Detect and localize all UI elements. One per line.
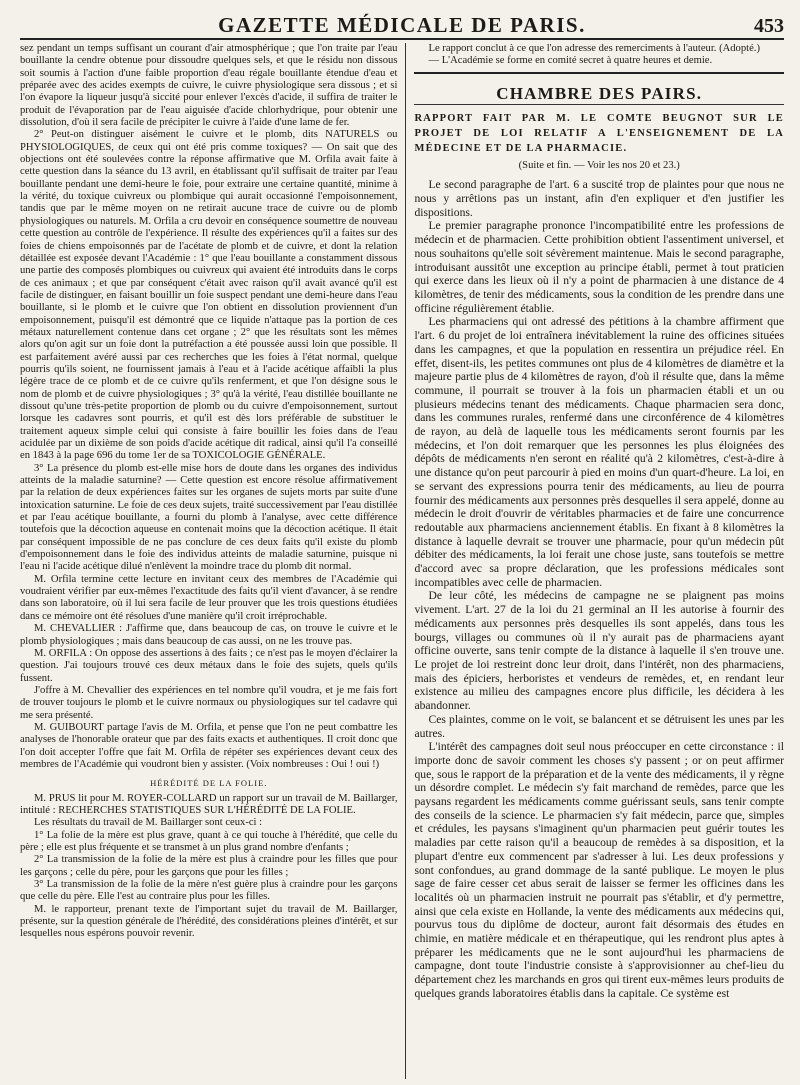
- paragraph: J'offre à M. Chevallier des expériences en tel nombre qu'il voudra, et je me fais fort de trouver toujours le plomb et le cuivre normaux ou physiologiques sur tel cadavre qui me sera présenté.: [20, 684, 398, 721]
- right-column: [406, 43, 784, 1079]
- masthead: [20, 8, 784, 40]
- paragraph: Le second paragraphe de l'art. 6 a suscité trop de plaintes pour que nous ne nous y arrêtions pas un instant, afin d'en expliquer et d'en justifier les dispositions.: [414, 178, 784, 219]
- paragraph: Le rapport conclut à ce que l'on adresse des remerciments à l'auteur. (Adopté.): [428, 43, 760, 54]
- paragraph: M. GUIBOURT partage l'avis de M. Orfila, et pense que l'on ne peut combattre les analyses de l'honorable orateur que par des faits exacts et authentiques. Il croit donc que l'on doit accepter l'offre que fait M. Orfila de répéter ses expériences devant ceux des membres de l'Académie qui voudront bien y assister. (Voix nombreuses : Oui ! oui !): [20, 721, 398, 770]
- paragraph: Le premier paragraphe prononce l'incompatibilité entre les professions de médecin et de pharmacien. Cette prohibition obtient l'assentiment universel, et nous souhaitons qu'elle soit sévèrement maintenue. Mais le second paragraphe, introduisant aussitôt une exception au principe établi, permet à tout praticien qui exerce dans les lieux où il n'y a point de pharmacien à une distance de 4 kilomètres, de tenir des médicaments, sous la condition de les prendre dans une officine régulièrement établie.: [414, 219, 784, 315]
- paragraph: Les résultats du travail de M. Baillarger sont ceux-ci :: [34, 817, 263, 829]
- paragraph: Les pharmaciens qui ont adressé des pétitions à la chambre affirment que l'art. 6 du projet de loi entraînera inévitablement la ruine des officines situées dans les campagnes, et que la population en ressentira un préjudice réel. En effet, disent-ils, les petites communes ont plus de 4 kilomètres de diamètre et la majeure partie plus de 4 kilomètres de rayon, d'où il résulte que, dans la même commune, il pourrait se trouver à la fois un pharmacien établi et un ou plusieurs médecins tenant des médicaments. Chaque pharmacien sera donc, dans les communes rurales, renfermé dans une circonférence de 4 kilomètres de rayon, au delà de laquelle tous les médicaments seront fournis par les médecins, et l'on doit remarquer que les personnes les plus éloignées des dépôts de médicaments n'en seront en réalité qu'à 2 kilomètres, c'est-à-dire à une distance qu'on peut parcourir à pied en moins d'un quart-d'heure. La loi, en se servant des expressions pourra tenir des médicaments, au lieu de pourra fournir des médicaments aux personnes près desquelles il sera appelé, donne au médecin le droit d'ouvrir de véritables pharmacies et de faire une concurrence redoutable aux pharmaciens anciennement établis. En fixant à 8 kilomètres la distance à laquelle devrait se trouver une pharmacie, pour qu'un médecin pût débiter des médicaments, la loi ferait une chose juste, sans toutefois se mettre d'accord avec sa propre déclaration, que les professions médicales sont incompatibles avec celle de pharmacien.: [414, 315, 784, 589]
- paragraph: M. CHEVALLIER : J'affirme que, dans beaucoup de cas, on trouve le cuivre et le plomb physiologiques ; mais dans beaucoup de cas aussi, on ne les trouve pas.: [20, 623, 398, 647]
- journal-title: GAZETTE MÉDICALE DE PARIS.: [218, 13, 586, 37]
- paragraph: 2° Peut-on distinguer aisément le cuivre et le plomb, dits NATURELS ou PHYSIOLOGIQUES, de ceux qui ont été pris comme toxiques? — On sait que des objections ont été soulevées contre la réponse affirmative que M. Orfila avait faite à cette question dans la séance du 13 avril, en établissant qu'il suffisait de traiter par l'eau bouillante pendant une demi-heure le foie, pour extraire une certaine quantité, minime à la vérité, du toxique cuivreux ou plombique qui aurait occasionné l'empoisonnement, tandis que par le même moyen on ne retirait aucune trace de cuivre ou de plomb physiologiques ou naturels. M. Orfila a cru devoir en conséquence soumettre de nouveau cette question au contrôle de l'expérience. Il résulte des expériences qu'il a faites sur des foies de chiens empoisonnés par de l'acétate de plomb et de cuivre, et dont la relation détaillée est exposée devant l'Académie : 1° que l'eau bouillante a constamment dissous une partie des composés plombiques ou cuivreux qui avaient été introduits dans le corps de ces animaux ; et que par conséquent c'était avec raison qu'il avait avancé qu'il est facile de distinguer, en faisant bouillir un foie suspect pendant une demi-heure dans l'eau bouillante, si le plomb et le cuivre que l'on obtient en dissolution proviennent d'un empoisonnement, puisqu'il est démontré que ce liquide n'attaque pas la portion de ces métaux naturellement contenue dans cet organe ; 2° que les résultats sont les mêmes alors qu'on agit sur un foie dont la putréfaction a été poussée aussi loin que possible. Il est parfaitement avéré aussi par ces recherches que les foies à l'état normal, quelque pourris qu'ils soient, ne fournissent jamais à l'eau et à l'acide acétique affaibli la plus légère trace de ce plomb et de ce cuivre qu'ils renferment, et que l'on désigne sous le nom de plomb et de cuivre physiologiques ; 3° qu'à la vérité, l'eau distillée bouillante ne dissout qu'une très-petite proportion de plomb ou du cuivre d'empoisonnement, surtout lorsque les cadavres sont pourris, et qu'il est dès lors préférable de substituer le traitement aqueux simple celui qui consiste à faire bouillir les foies dans de l'eau acidulée par un dixième de son poids d'acide acétique dit radical, ainsi qu'il l'a conseillé en 1843 à la page 696 du tome 1er de sa TOXICOLOGIE GÉNÉRALE.: [20, 129, 398, 462]
- page-number: 453: [754, 15, 784, 37]
- paragraph: — L'Académie se forme en comité secret à quatre heures et demie.: [428, 55, 713, 67]
- paragraph: De leur côté, les médecins de campagne ne se plaignent pas moins vivement. L'art. 27 de la loi du 21 germinal an II les autorise à fournir des médicaments aux personnes près desquelles ils sont appelés, dans tous les bourgs, villages ou communes où il n'y aurait pas de pharmaciens ayant officine ouverte, sans tenir compte de la distance à laquelle il s'en trouve une. Le projet de loi restreint donc leur droit, dans l'intérêt, non des pharmaciens, mais des épiciers, herboristes et vendeurs de remèdes, et, en rendant leur existence au milieu des campagnes encore plus difficile, les décidera à les abandonner.: [414, 589, 784, 713]
- paragraph: 2° La transmission de la folie de la mère est plus à craindre pour les filles que pour les garçons ; celle du père, pour les garçons que pour les filles ;: [20, 854, 398, 878]
- paragraph: M. ORFILA : On oppose des assertions à des faits ; ce n'est pas le moyen d'éclairer la question. J'ai toujours trouvé ces deux métaux dans le foie des sujets, quels qu'ils fussent.: [20, 647, 398, 684]
- paragraph: M. le rapporteur, prenant texte de l'important sujet du travail de M. Baillarger, présente, sur la question générale de l'hérédité, des considérations pleines d'intérêt, et sur lesquelles nous espérons pouvoir revenir.: [20, 903, 398, 940]
- report-title: RAPPORT FAIT PAR M. LE COMTE BEUGNOT SUR LE PROJET DE LOI RELATIF A L'ENSEIGNEMENT DE LA MÉDECINE ET DE LA PHARMACIE.: [414, 113, 784, 155]
- suite-note: (Suite et fin. — Voir les nos 20 et 23.): [518, 160, 680, 172]
- paragraph: 3° La présence du plomb est-elle mise hors de doute dans les organes des individus atteints de la maladie saturnine? — Cette question est encore résolue affirmativement par la relation de deux expériences faites sur les organes de sujets morts par suite d'une intoxication saturnine. Le foie de ces deux sujets, traité successivement par l'eau distillée et par l'eau acétique bouillante, a fourni du plomb à l'analyse, avec cette différence toutefois que la décoction aqueuse en contenait moins que la décoction acétique. Il était par conséquent impossible de ne pas conclure de ces deux faits qu'il existe du plomb d'empoisonnement dans le foie des individus atteints de maladie saturnine, puisque ni l'eau ni l'acide acétique dilué n'enlèvent la moindre trace du plomb dit normal.: [20, 462, 398, 573]
- section-heading-heredite: HÉRÉDITÉ DE LA FOLIE.: [150, 778, 268, 789]
- paragraph: M. PRUS lit pour M. ROYER-COLLARD un rapport sur un travail de M. Baillarger, intitulé : RECHERCHES STATISTIQUES SUR L'HÉRÉDITÉ DE LA FOLIE.: [20, 792, 398, 816]
- paragraph: M. Orfila termine cette lecture en invitant ceux des membres de l'Académie qui voudraient vérifier par eux-mêmes l'exactitude des faits qu'il vient d'avancer, à se rendre dans son laboratoire, où il lui sera facile de leur prouver que les trois questions étudiées dans ce mémoire ont été résolues d'une manière qu'il croit irréprochable.: [20, 573, 398, 622]
- columns: [20, 43, 784, 1079]
- paragraph: 1° La folie de la mère est plus grave, quant à ce qui touche à l'hérédité, que celle du père ; elle est plus fréquente et se transmet à un plus grand nombre d'enfants ;: [20, 829, 398, 853]
- left-column: [20, 43, 406, 1079]
- paragraph: sez pendant un temps suffisant un courant d'air atmosphérique ; que l'on traite par l'eau bouillante la cendre obtenue pour dissoudre quelques sels, et que le résidu non dissous soit soumis à l'action d'une faible proportion d'eau régale bouillante étendue d'eau et préparée avec des acides exempts de cuivre, le cuivre physiologique sera dissous ; et si l'on évapore la liqueur jusqu'à siccité pour enlever l'excès d'acide, il suffira de traiter le produit de l'évaporation par de l'eau aiguisée d'acide chlorhydrique, pour obtenir une dissolution, d'où il sera facile de précipiter le cuivre à l'aide d'une lame de fer.: [20, 43, 398, 129]
- divider: [414, 72, 784, 74]
- section-heading-chambre: CHAMBRE DES PAIRS.: [414, 88, 784, 105]
- report-body: [414, 178, 784, 1000]
- paragraph: 3° La transmission de la folie de la mère n'est guère plus à craindre pour les garçons que celle du père. Elle l'est au contraire plus pour les filles.: [20, 879, 398, 903]
- paragraph: L'intérêt des campagnes doit seul nous préoccuper en cette circonstance : il importe donc de savoir comment les choses s'y passent ; or on peut affirmer que, sous le rapport de la préparation et de la vente des médicaments, il y règne un désordre complet. Le médecin s'y fait marchand de remèdes, parce que les paysans regardent les médicaments comme guérissant seuls, sans tenir compte des conseils de la science. Le pharmacien s'y fait médecin, parce que, simples et crédules, les paysans s'imaginent qu'un pharmacien peut guérir toutes les maladies par cette raison qu'il a beaucoup de remèdes à sa disposition, et la plupart d'entre eux commencent par s'adresser à lui. Les deux professions y sont confondues, au grand dommage de la santé publique. Le moyen le plus sage de faire cesser cet abus serait de laisser se fermer les officines dans les localités où un pharmacien instruit ne pourrait pas s'établir, et d'y permettre, ainsi que cela existe en Hollande, la vente des médicaments aux médecins qui, pourvus tous du diplôme de docteur, auront fait désormais des études en chimie, en matière médicale et en thérapeutique, qui les rendront plus aptes à préparer les médicaments que ne le sont aujourd'hui les pharmaciens de campagne, dont toute l'industrie consiste à s'approvisionner au chef-lieu du département chez les marchands en gros qui tirent eux-mêmes leurs produits de quelques grands laboratoires établis dans la capitale. Ce système est: [414, 740, 784, 1000]
- paragraph: Ces plaintes, comme on le voit, se balancent et se détruisent les unes par les autres.: [414, 712, 784, 740]
